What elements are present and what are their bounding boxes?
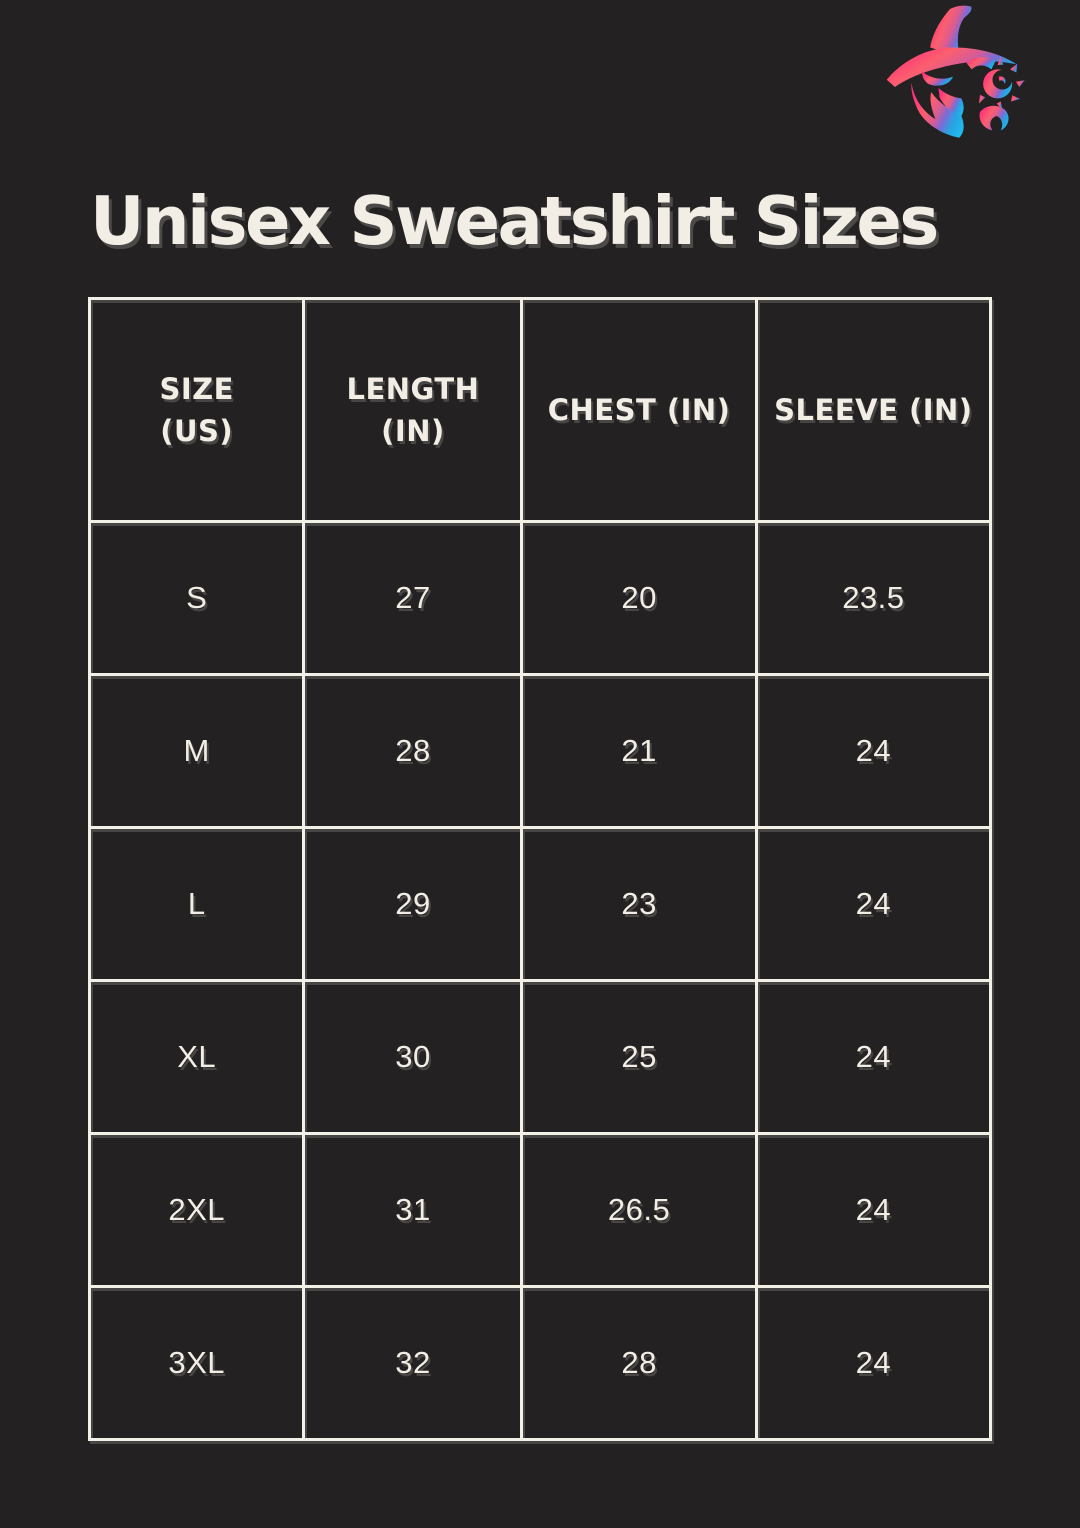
header-row — [90, 299, 991, 522]
cell-sleeve: 24 — [756, 981, 990, 1134]
cell-length: 30 — [304, 981, 522, 1134]
column-header-length-line2: (IN) — [381, 414, 445, 448]
cell-length: 29 — [304, 828, 522, 981]
cell-size: XL — [90, 981, 304, 1134]
column-header-sleeve-line1: SLEEVE (IN) — [774, 392, 973, 427]
size-table — [88, 297, 992, 1441]
cell-length: 31 — [304, 1134, 522, 1287]
cell-size: M — [90, 675, 304, 828]
cell-sleeve: 24 — [756, 675, 990, 828]
column-header-size-line1: SIZE — [159, 371, 234, 406]
cell-length: 28 — [304, 675, 522, 828]
table-row-2xl — [90, 1134, 991, 1287]
column-header-size-line2: (US) — [160, 414, 234, 448]
cell-sleeve: 24 — [756, 1287, 990, 1440]
cell-chest: 20 — [522, 522, 756, 675]
cell-chest: 25 — [522, 981, 756, 1134]
cell-size: 3XL — [90, 1287, 304, 1440]
table-row-m — [90, 675, 991, 828]
column-header-chest-line1: CHEST (IN) — [547, 392, 731, 427]
cell-chest: 21 — [522, 675, 756, 828]
page-title: Unisex Sweatshirt Sizes — [90, 182, 937, 260]
cell-size: S — [90, 522, 304, 675]
cell-sleeve: 24 — [756, 1134, 990, 1287]
table-row-3xl — [90, 1287, 991, 1440]
column-header-sleeve — [756, 299, 990, 522]
table-row-s — [90, 522, 991, 675]
cell-size: 2XL — [90, 1134, 304, 1287]
column-header-length — [304, 299, 522, 522]
wizard-icon — [874, 4, 1030, 144]
cell-length: 27 — [304, 522, 522, 675]
brand-logo — [874, 4, 1030, 144]
cell-size: L — [90, 828, 304, 981]
table-row-xl — [90, 981, 991, 1134]
cell-chest: 23 — [522, 828, 756, 981]
column-header-size — [90, 299, 304, 522]
cell-sleeve: 24 — [756, 828, 990, 981]
column-header-length-line1: LENGTH — [346, 371, 480, 406]
column-header-chest — [522, 299, 756, 522]
size-table-header — [90, 299, 991, 522]
cell-chest: 28 — [522, 1287, 756, 1440]
table-row-l — [90, 828, 991, 981]
cell-chest: 26.5 — [522, 1134, 756, 1287]
cell-sleeve: 23.5 — [756, 522, 990, 675]
cell-length: 32 — [304, 1287, 522, 1440]
size-table-body — [90, 522, 991, 1440]
